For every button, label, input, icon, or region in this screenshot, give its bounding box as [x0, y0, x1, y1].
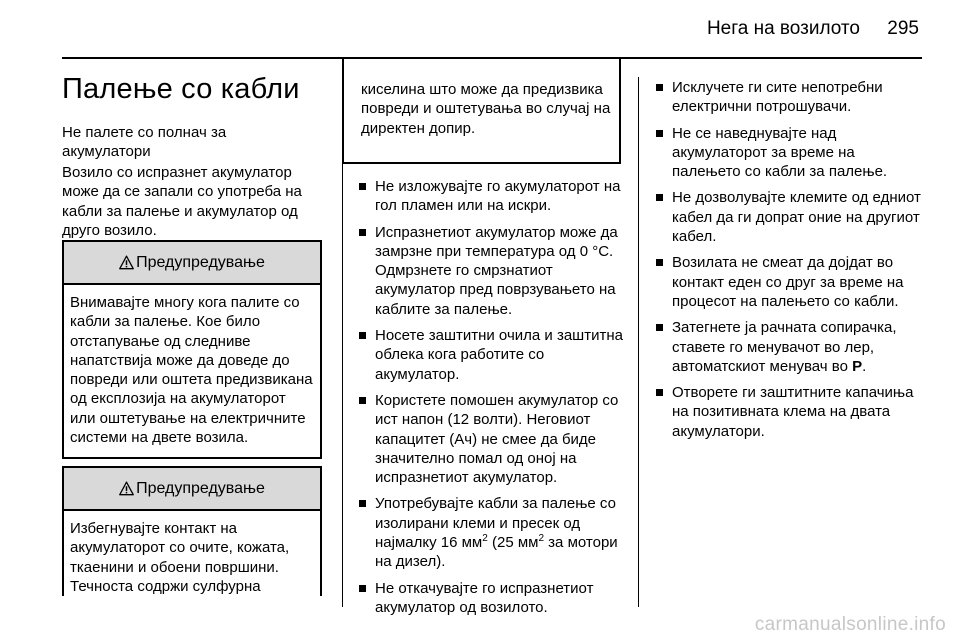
bullet-square-icon: [359, 332, 366, 339]
intro-paragraph-2: Возило со испразнет акумулатор може да се запали со употреба на кабли за палење и акумулатор од друго возило.: [62, 164, 302, 239]
warning-body: Избегнувајте контакт на акумулаторот со очите, кожата, ткаенини и обоени површини. Течноста содржи сулфурна: [70, 520, 290, 595]
intro-paragraph-1: Не палете со полнач за акумулатори: [62, 124, 227, 161]
preparation-list: [655, 78, 925, 448]
section-heading: Палење со кабли: [62, 73, 300, 105]
bullet-square-icon: [656, 389, 663, 396]
list-item: Возилата не смеат да дојдат во контакт еден со друг за време на процесот на палењето со кабли.: [655, 253, 925, 311]
page-number: 295: [887, 18, 919, 39]
list-item: Не откачувајте го испразнетиот акумулатор од возилото.: [358, 579, 630, 618]
list-item: Затегнете ја рачната сопирачка, ставете го менувачот во лер, автоматскиот менувач во P.: [655, 318, 925, 376]
list-item: Исклучете ги сите непотребни електрични потрошувачи.: [655, 78, 925, 117]
bullet-square-icon: [656, 84, 663, 91]
bullet-square-icon: [359, 585, 366, 592]
bullet-square-icon: [359, 229, 366, 236]
warning-box-continued: киселина што може да предизвика повреди и оштетувања во случај на директен допир.: [342, 58, 621, 164]
bullet-square-icon: [656, 194, 663, 201]
precautions-list: [358, 177, 630, 624]
bullet-square-icon: [359, 183, 366, 190]
warning-box-2: [62, 466, 322, 596]
list-item: Употребувајте кабли за палење со изолирани клеми и пресек од најмалку 16 $мм^2$ (25 $мм^2$ за мотори на дизел).: [358, 494, 630, 571]
list-item: Испразнетиот акумулатор може да замрзне при температура од 0 °C. Одмрзнете го смрзнатиот акумулатор пред поврзувањето на каблите за палење.: [358, 223, 630, 319]
watermark: carmanualsonline.info: [754, 614, 946, 635]
warning-title: Предупредување: [136, 479, 265, 497]
bullet-square-icon: [656, 130, 663, 137]
list-item: Не изложувајте го акумулаторот на гол пламен или на искри.: [358, 177, 630, 216]
bullet-square-icon: [359, 500, 366, 507]
warning-box-header: [64, 468, 320, 511]
warning-triangle-icon: [119, 481, 134, 496]
running-header-title: Нега на возилото: [706, 18, 860, 39]
bullet-square-icon: [656, 324, 663, 331]
warning-title: Предупредување: [136, 253, 265, 271]
list-item: Носете заштитни очила и заштитна облека кога работите со акумулатор.: [358, 326, 630, 384]
warning-body: Внимавајте многу кога палите со кабли за палење. Кое било отстапување од следниве напатствија може да доведе до повреди или оштета предизвикана од експлозија на акумулаторот или оштетување на електричните системи на двете возила.: [70, 294, 313, 447]
warning-triangle-icon: [119, 255, 134, 270]
bullet-square-icon: [656, 259, 663, 266]
list-item: Отворете ги заштитните капачиња на позитивната клема на двата акумулатори.: [655, 383, 925, 441]
list-item: Не дозволувајте клемите од едниот кабел да ги допрат оние на другиот кабел.: [655, 188, 925, 246]
column-divider-2: [638, 77, 639, 607]
warning-box-header: [64, 242, 320, 285]
bullet-square-icon: [359, 397, 366, 404]
warning-box-1: [62, 240, 322, 459]
list-item: Не се наведнувајте над акумулаторот за време на палењето со кабли за палење.: [655, 124, 925, 182]
list-item: Користете помошен акумулатор со ист напон (12 волти). Неговиот капацитет (Ач) не смее да биде значително помал од оној на испразнетиот акумулатор.: [358, 391, 630, 487]
